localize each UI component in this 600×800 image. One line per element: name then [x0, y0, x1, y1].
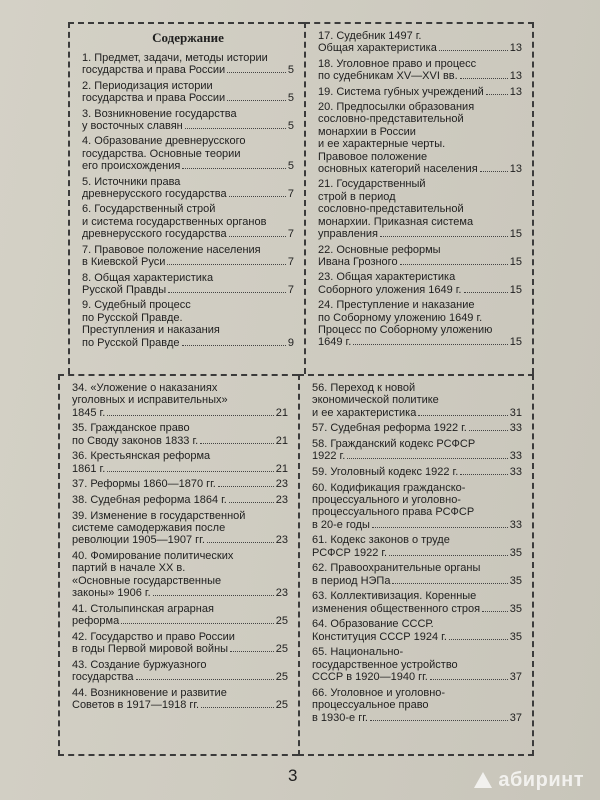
toc-entry-page: 21: [275, 434, 288, 447]
toc-entry-page: 37: [509, 711, 522, 724]
toc-entry-last-line: [72, 587, 288, 599]
toc-entry-title-line: реформа: [72, 615, 120, 628]
toc-entry-title-line: уголовных и исправительных»: [72, 394, 228, 407]
toc-entry-page: 7: [287, 283, 294, 296]
toc-entry: [72, 687, 288, 712]
toc-entry-page: 5: [287, 160, 294, 173]
toc-entry-last-line: [312, 422, 522, 434]
dot-leader: [460, 474, 507, 475]
toc-entry-last-line: [82, 92, 294, 104]
toc-entry-title-line: 1845 г.: [72, 406, 106, 419]
dot-leader: [353, 344, 507, 345]
toc-entry-last-line: [312, 466, 522, 478]
toc-entry-last-line: [312, 712, 522, 724]
toc-entry-last-line: [312, 575, 522, 587]
dot-leader: [227, 72, 286, 73]
toc-entry-title-line: процессуального и уголовно-: [312, 494, 461, 506]
toc-entry-title-line: 22. Основные реформы: [318, 243, 441, 256]
toc-entry-title-line: 17. Судебник 1497 г.: [318, 30, 422, 42]
dot-leader: [182, 345, 286, 346]
toc-entry-page: 5: [287, 120, 294, 133]
toc-entry: [312, 562, 522, 587]
toc-entry-title-line: строй в период: [318, 190, 396, 203]
toc-entry-title-line: 34. «Уложение о наказаниях: [72, 382, 218, 394]
dot-leader: [107, 415, 273, 416]
toc-entry-title-line: в годы Первой мировой войны: [72, 643, 229, 656]
toc-entry-title-line: Соборного уложения 1649 г.: [318, 283, 462, 296]
toc-entry-page: 15: [509, 283, 522, 296]
toc-entry-page: 15: [509, 255, 522, 268]
toc-entry-title-line: 21. Государственный: [318, 178, 426, 191]
toc-column-top-right: [304, 22, 534, 374]
toc-entry: [72, 659, 288, 684]
dot-leader: [392, 583, 507, 584]
toc-entry-title-line: Общая характеристика: [318, 42, 437, 55]
toc-entry-title-line: 43. Создание буржуазного: [72, 658, 207, 671]
toc-entry-page: 23: [275, 478, 288, 491]
toc-entry-page: 5: [287, 64, 294, 77]
toc-entry: [312, 438, 522, 463]
toc-entry: [72, 494, 288, 506]
dot-leader: [121, 623, 274, 624]
dot-leader: [185, 128, 286, 129]
toc-entry-title-line: древнерусского государства: [82, 188, 227, 201]
toc-entry-title-line: основных категорий населения: [318, 163, 478, 176]
toc-entry-title-line: 66. Уголовное и уголовно-: [312, 686, 446, 699]
toc-entry-last-line: [312, 519, 522, 531]
toc-entry-title-line: 6. Государственный строй: [82, 203, 216, 216]
toc-entry-page: 35: [509, 602, 522, 615]
toc-entry: [72, 422, 288, 447]
toc-entry: [82, 80, 294, 105]
toc-entry: [318, 244, 522, 269]
toc-entry-title-line: процессуальное право: [312, 699, 429, 712]
toc-entry-last-line: [312, 407, 522, 419]
toc-entry-title-line: по Русской Правде.: [82, 311, 183, 324]
toc-entry-title-line: государства и права России: [82, 92, 226, 105]
toc-entry-title-line: 24. Преступление и наказание: [318, 299, 475, 312]
labirint-watermark: абиринт: [498, 769, 584, 791]
toc-entry-title-line: монархии в России: [318, 125, 416, 138]
toc-entry-page: 13: [509, 85, 522, 98]
dot-leader: [182, 168, 286, 169]
toc-entry: [318, 178, 522, 240]
labirint-logo-icon: [474, 772, 492, 788]
toc-entry: [72, 603, 288, 628]
toc-entry-last-line: [72, 699, 288, 711]
toc-heading: Содержание: [152, 30, 224, 45]
dot-leader: [230, 651, 274, 652]
toc-entry-title-line: государства. Основные теории: [82, 147, 241, 160]
toc-entry-page: 25: [275, 643, 288, 656]
toc-entry-page: 13: [509, 42, 522, 55]
toc-entry-title-line: сословно-представительной: [318, 203, 464, 216]
toc-entry-title-line: государственное устройство: [312, 658, 458, 671]
toc-entry: [82, 176, 294, 201]
toc-entry-title-line: 39. Изменение в государственной: [72, 509, 246, 522]
page-number: 3: [288, 766, 298, 785]
toc-entry-page: 15: [509, 228, 522, 241]
dot-leader: [372, 527, 508, 528]
toc-entry-last-line: [312, 671, 522, 683]
toc-entry-title-line: 65. Национально-: [312, 646, 404, 659]
toc-entry-title-line: 36. Крестьянская реформа: [72, 450, 211, 463]
dot-leader: [418, 415, 507, 416]
toc-entry: [318, 30, 522, 55]
toc-entry-page: 13: [509, 70, 522, 83]
dot-leader: [480, 171, 508, 172]
toc-entry-last-line: [82, 256, 294, 268]
toc-entry-page: 37: [509, 671, 522, 684]
toc-entry: [72, 550, 288, 600]
toc-entry-title-line: Процесс по Соборному уложению: [318, 323, 493, 336]
dot-leader: [227, 100, 286, 101]
toc-entry: [312, 534, 522, 559]
toc-entry-last-line: [312, 603, 522, 615]
toc-entry-last-line: [82, 228, 294, 240]
dot-leader: [482, 611, 508, 612]
toc-entry: [82, 135, 294, 172]
dot-leader: [400, 264, 508, 265]
toc-entry-page: 33: [509, 422, 522, 435]
toc-entry-title-line: 60. Кодификация гражданско-: [312, 481, 466, 494]
toc-entry-title-line: в период НЭПа: [312, 574, 391, 587]
toc-entry-title-line: по судебникам XV—XVI вв.: [318, 70, 458, 83]
toc-entry-page: 21: [275, 406, 288, 419]
toc-entry-title-line: 41. Столыпинская аграрная: [72, 602, 214, 615]
toc-entry-title-line: 8. Общая характеристика: [82, 271, 214, 284]
toc-entry-title-line: монархии. Приказная система: [318, 215, 474, 228]
dot-leader: [218, 486, 274, 487]
toc-entry-last-line: [312, 631, 522, 643]
toc-entry-last-line: [82, 64, 294, 76]
toc-entry: [72, 450, 288, 475]
dot-leader: [486, 94, 508, 95]
toc-entry-last-line: [82, 188, 294, 200]
toc-entry-last-line: [318, 284, 522, 296]
toc-entry-title-line: государства: [72, 671, 134, 684]
toc-entry-page: 25: [275, 615, 288, 628]
toc-entry-last-line: [72, 435, 288, 447]
toc-entry-title-line: 57. Судебная реформа 1922 г.: [312, 422, 467, 435]
toc-entry-page: 33: [509, 518, 522, 531]
toc-entry-page: 7: [287, 256, 294, 269]
toc-entry-last-line: [72, 463, 288, 475]
dot-leader: [389, 555, 508, 556]
toc-entry-last-line: [318, 42, 522, 54]
toc-entry-title-line: по Своду законов 1833 г.: [72, 434, 199, 447]
toc-entry-title-line: 5. Источники права: [82, 175, 181, 188]
toc-entry-title-line: 35. Гражданское право: [72, 422, 190, 435]
dot-leader: [153, 595, 274, 596]
dot-leader: [201, 707, 274, 708]
toc-entry-title-line: экономической политике: [312, 394, 439, 407]
toc-entry: [82, 299, 294, 349]
toc-entry-title-line: 2. Периодизация истории: [82, 79, 213, 92]
dot-leader: [229, 502, 274, 503]
toc-entry-title-line: СССР в 1920—1940 гг.: [312, 671, 428, 684]
toc-entry-last-line: [72, 534, 288, 546]
toc-entry-last-line: [318, 86, 522, 98]
toc-entry-last-line: [318, 336, 522, 348]
toc-entry-page: 7: [287, 228, 294, 241]
toc-column-bottom-left: [58, 374, 298, 756]
toc-entry-last-line: [82, 284, 294, 296]
toc-entry-title-line: 38. Судебная реформа 1864 г.: [72, 494, 227, 506]
toc-entry-page: 13: [509, 163, 522, 176]
toc-entry: [82, 203, 294, 240]
dot-leader: [200, 443, 274, 444]
toc-entry-last-line: [318, 70, 522, 82]
toc-entry-page: 23: [275, 534, 288, 547]
toc-entry-title-line: Конституция СССР 1924 г.: [312, 630, 447, 643]
toc-entry-title-line: в 1930-е гг.: [312, 711, 368, 724]
toc-entry: [318, 58, 522, 83]
toc-entry-last-line: [82, 337, 294, 349]
toc-entry-title-line: 62. Правоохранительные органы: [312, 562, 481, 575]
dot-leader: [347, 458, 507, 459]
toc-entry-title-line: системе самодержавия после: [72, 522, 226, 534]
toc-entry: [82, 244, 294, 269]
toc-entry-title-line: законы» 1906 г.: [72, 587, 151, 600]
toc-entry-page: 7: [287, 188, 294, 201]
toc-entry-title-line: 3. Возникновение государства: [82, 107, 237, 120]
toc-entry-last-line: [318, 163, 522, 175]
toc-entry: [82, 272, 294, 297]
toc-entry-title-line: 1. Предмет, задачи, методы истории: [82, 52, 268, 64]
toc-entry-title-line: партий в начале XX в.: [72, 562, 186, 575]
toc-entry-page: 23: [275, 494, 288, 506]
toc-entry-title-line: 19. Система губных учреждений: [318, 85, 484, 98]
toc-entry-title-line: управления: [318, 228, 378, 241]
toc-entry-title-line: 42. Государство и право России: [72, 630, 235, 643]
dot-leader: [460, 78, 508, 79]
toc-entry-last-line: [312, 450, 522, 462]
toc-entry-title-line: 61. Кодекс законов о труде: [312, 534, 450, 547]
toc-entry-title-line: у восточных славян: [82, 120, 183, 133]
toc-entry-title-line: 9. Судебный процесс: [82, 299, 191, 312]
toc-entry-title-line: 59. Уголовный кодекс 1922 г.: [312, 466, 459, 478]
toc-entry: [312, 382, 522, 419]
toc-entry: [72, 382, 288, 419]
toc-entry-last-line: [82, 160, 294, 172]
toc-entry: [312, 590, 522, 615]
toc-entry-page: 25: [275, 699, 288, 712]
toc-entry-title-line: и система государственных органов: [82, 215, 267, 228]
toc-entry: [318, 271, 522, 296]
toc-entry-last-line: [82, 120, 294, 132]
toc-entry-title-line: 23. Общая характеристика: [318, 271, 456, 284]
toc-entry-page: 5: [287, 92, 294, 105]
toc-entry-title-line: его происхождения: [82, 160, 181, 173]
toc-entry-title-line: 7. Правовое положение населения: [82, 243, 261, 256]
toc-entry: [312, 482, 522, 532]
toc-entry-title-line: 58. Гражданский кодекс РСФСР: [312, 438, 476, 450]
toc-entry: [82, 52, 294, 77]
toc-entry: [318, 86, 522, 98]
toc-entry-title-line: государства и права России: [82, 64, 226, 77]
toc-entry: [318, 299, 522, 349]
toc-entry-title-line: и ее характерные черты.: [318, 138, 446, 151]
toc-entry: [312, 466, 522, 478]
toc-entry: [312, 618, 522, 643]
toc-entry-last-line: [72, 643, 288, 655]
toc-entry-title-line: Правовое положение: [318, 150, 428, 163]
toc-column-bottom-right: [298, 374, 534, 756]
toc-entry-title-line: 1922 г.: [312, 450, 346, 463]
dot-leader: [168, 292, 286, 293]
toc-entry-last-line: [72, 494, 288, 506]
toc-entry-title-line: 63. Коллективизация. Коренные: [312, 590, 477, 603]
toc-entry-title-line: РСФСР 1922 г.: [312, 546, 388, 559]
dot-leader: [370, 720, 508, 721]
toc-entry-page: 33: [509, 466, 522, 478]
toc-entry-title-line: Советов в 1917—1918 гг.: [72, 699, 200, 712]
toc-entry-page: 33: [509, 450, 522, 463]
toc-entry-title-line: 64. Образование СССР.: [312, 618, 434, 631]
toc-entry: [312, 646, 522, 683]
dot-leader: [439, 50, 508, 51]
toc-entry-title-line: 18. Уголовное право и процесс: [318, 57, 477, 70]
toc-entry-page: 35: [509, 630, 522, 643]
toc-entry-page: 23: [275, 587, 288, 600]
dot-leader: [229, 196, 286, 197]
dot-leader: [430, 679, 508, 680]
dot-leader: [464, 292, 508, 293]
toc-entry-title-line: 40. Фомирование политических: [72, 550, 234, 562]
dot-leader: [107, 471, 273, 472]
dot-leader: [136, 679, 274, 680]
toc-entry-title-line: 1649 г.: [318, 336, 352, 349]
toc-entry-title-line: по Соборному уложению 1649 г.: [318, 311, 483, 324]
toc-entry-title-line: 4. Образование древнерусского: [82, 135, 246, 148]
toc-entry-page: 9: [287, 336, 294, 349]
toc-entry-title-line: в 20-е годы: [312, 518, 370, 531]
toc-entry-title-line: древнерусского государства: [82, 228, 227, 241]
toc-entry-title-line: изменения общественного строя: [312, 602, 481, 615]
toc-entry: [312, 422, 522, 434]
dot-leader: [380, 236, 508, 237]
toc-entry-title-line: процессуального права РСФСР: [312, 506, 475, 519]
toc-entry-last-line: [72, 615, 288, 627]
toc-entry-title-line: 44. Возникновение и развитие: [72, 686, 227, 699]
dot-leader: [207, 542, 274, 543]
toc-entry-title-line: 56. Переход к новой: [312, 382, 416, 394]
toc-entry-title-line: «Основные государственные: [72, 574, 222, 587]
toc-entry-page: 31: [509, 406, 522, 419]
toc-entry-title-line: Преступления и наказания: [82, 324, 220, 337]
toc-entry: [82, 108, 294, 133]
toc-entry-title-line: 37. Реформы 1860—1870 гг.: [72, 478, 216, 491]
dot-leader: [449, 639, 508, 640]
toc-entry-title-line: сословно-представительной: [318, 113, 464, 126]
toc-entry-last-line: [318, 256, 522, 268]
toc-entry: [72, 631, 288, 656]
toc-entry-title-line: в Киевской Руси: [82, 256, 166, 269]
toc-entry: [318, 101, 522, 175]
toc-entry-title-line: Русской Правды: [82, 283, 167, 296]
toc-entry-title-line: и ее характеристика: [312, 406, 417, 419]
dot-leader: [167, 264, 285, 265]
toc-entry-page: 35: [509, 546, 522, 559]
toc-entry-title-line: по Русской Правде: [82, 336, 180, 349]
toc-entry-last-line: [312, 547, 522, 559]
toc-entry-last-line: [318, 228, 522, 240]
toc-entry: [72, 478, 288, 490]
dot-leader: [469, 430, 508, 431]
toc-entry-page: 21: [275, 462, 288, 475]
toc-entry-last-line: [72, 407, 288, 419]
toc-entry-title-line: 20. Предпосылки образования: [318, 101, 475, 114]
dot-leader: [229, 236, 286, 237]
toc-entry: [312, 687, 522, 724]
toc-entry-page: 15: [509, 336, 522, 349]
toc-entry-last-line: [72, 671, 288, 683]
toc-entry-title-line: Ивана Грозного: [318, 255, 398, 268]
toc-column-top-left: [68, 22, 304, 374]
toc-entry-title-line: 1861 г.: [72, 462, 106, 475]
toc-entry-page: 25: [275, 671, 288, 684]
toc-entry-page: 35: [509, 574, 522, 587]
toc-entry-title-line: революции 1905—1907 гг.: [72, 534, 205, 547]
toc-entry: [72, 510, 288, 547]
toc-entry-last-line: [72, 478, 288, 490]
